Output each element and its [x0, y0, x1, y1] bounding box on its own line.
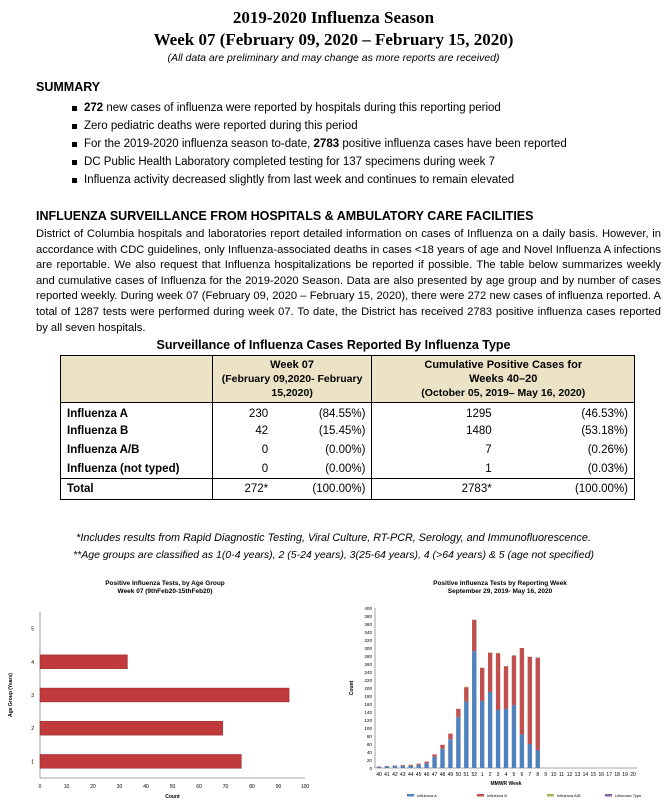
weekly-chart-legend-label: Unknown Type	[615, 793, 642, 798]
weekly-chart-x-tick-label: 10	[550, 772, 557, 778]
age-chart-x-axis-label: Count	[165, 794, 180, 800]
report-disclaimer: (All data are preliminary and may change as more reports are received)	[167, 52, 500, 64]
weekly-chart-y-tick-label: 220	[364, 677, 372, 683]
weekly-chart-bar-segment	[401, 766, 405, 768]
table-row: Influenza A/B 0 (0.00%) 7 (0.26%)	[61, 441, 635, 460]
summary-item: Influenza activity decreased slightly from last week and continues to remain elevated	[72, 171, 567, 189]
weekly-chart-y-axis-label: Count	[349, 680, 355, 696]
age-chart-x-tick-label: 100	[300, 784, 310, 790]
age-chart-bar	[40, 754, 241, 768]
weekly-chart-x-tick-label: 19	[622, 772, 628, 778]
weekly-chart-bar-segment	[456, 717, 460, 768]
weekly-chart-x-tick-label: 5	[512, 772, 516, 778]
weekly-chart-bar-segment	[504, 709, 508, 768]
weekly-chart-subtitle: September 29, 2019- May 16, 2020	[447, 588, 553, 595]
age-chart-bar	[40, 655, 127, 669]
weekly-chart-y-tick-label: 360	[364, 621, 372, 627]
weekly-chart-legend-swatch	[407, 794, 414, 797]
weekly-chart-bar-segment	[464, 702, 468, 768]
weekly-chart-bar-segment	[424, 762, 428, 764]
weekly-chart-bar-segment	[520, 648, 524, 734]
weekly-chart-x-tick-label: 8	[536, 772, 540, 778]
age-chart-x-tick-label: 50	[169, 784, 176, 790]
weekly-chart-x-tick-label: 7	[528, 772, 532, 778]
weekly-chart-bar-segment	[472, 651, 476, 768]
weekly-chart-bar-segment	[401, 765, 405, 766]
weekly-chart-bar-segment	[440, 749, 444, 768]
weekly-chart-x-tick-label: 51	[463, 772, 470, 778]
report-week-title: Week 07 (February 09, 2020 – February 15, 2020)	[153, 30, 514, 49]
weekly-chart-bar-segment	[385, 766, 389, 768]
weekly-chart-legend-label: Influenza A	[417, 793, 437, 798]
weekly-chart-x-tick-label: 49	[447, 772, 454, 778]
weekly-chart-x-tick-label: 41	[384, 772, 390, 778]
summary-item: DC Public Health Laboratory completed testing for 137 specimens during week 7	[72, 153, 567, 171]
weekly-chart-bar-segment	[409, 766, 413, 768]
weekly-chart-bar-segment	[496, 710, 500, 768]
weekly-chart-y-tick-label: 100	[364, 725, 372, 731]
table-footnote-methods: *Includes results from Rapid Diagnostic Testing, Viral Culture, RT-PCR, Serology, and Immunofluorescence.	[76, 532, 591, 544]
weekly-chart-y-tick-label: 140	[364, 709, 372, 715]
weekly-chart-legend-swatch	[547, 794, 554, 797]
weekly-chart-x-tick-label: 47	[431, 772, 438, 778]
age-chart-x-tick-label: 30	[116, 784, 123, 790]
summary-heading: SUMMARY	[36, 80, 101, 94]
age-chart-y-tick-label: 3	[31, 693, 34, 699]
age-chart-x-tick-label: 0	[38, 784, 42, 790]
age-chart-title: Positive Influenza Tests, by Age Group	[105, 580, 225, 587]
weekly-chart-bar-segment	[496, 653, 500, 710]
age-chart-y-tick-label: 2	[31, 726, 34, 733]
table-row: Influenza A 230 (84.55%) 1295 (46.53%)	[61, 403, 635, 422]
weekly-chart-bar-segment	[464, 687, 468, 701]
weekly-chart-y-tick-label: 240	[364, 669, 372, 675]
weekly-chart-x-tick-label: 1	[480, 772, 484, 778]
weekly-chart-y-tick-label: 80	[366, 733, 372, 739]
weekly-chart-x-tick-label: 3	[496, 772, 500, 778]
weekly-chart-legend-swatch	[605, 794, 612, 797]
weekly-chart-y-tick-label: 340	[364, 629, 372, 635]
weekly-chart-title: Positive Influenza Tests by Reporting Week	[433, 580, 567, 587]
age-chart-y-tick-label: 5	[31, 626, 34, 633]
weekly-chart-y-tick-label: 120	[364, 717, 372, 723]
age-chart-x-tick-label: 90	[275, 784, 282, 790]
weekly-chart-bar-segment	[424, 763, 428, 768]
weekly-chart-x-tick-label: 42	[392, 772, 398, 778]
weekly-chart-bar-segment	[472, 620, 476, 651]
weekly-chart-bar-segment	[440, 745, 444, 749]
table-row: Influenza (not typed) 0 (0.00%) 1 (0.03%)	[61, 460, 635, 479]
report-title: 2019-2020 Influenza Season	[232, 8, 435, 27]
surveillance-heading: INFLUENZA SURVEILLANCE FROM HOSPITALS & AMBULATORY CARE FACILITIES	[36, 209, 534, 223]
age-chart-bar	[40, 688, 289, 702]
weekly-chart-bar-segment	[448, 734, 452, 740]
table-row: Influenza B 42 (15.45%) 1480 (53.18%)	[61, 422, 635, 441]
weekly-chart-y-tick-label: 180	[364, 693, 372, 699]
weekly-chart-x-tick-label: 15	[590, 772, 597, 778]
weekly-chart-y-tick-label: 260	[364, 661, 372, 667]
weekly-chart-bar-segment	[416, 765, 420, 768]
age-chart-title-block	[60, 580, 270, 596]
weekly-chart-y-tick-label: 200	[364, 685, 372, 691]
weekly-chart-legend-label: Influenza B	[487, 793, 508, 798]
weekly-chart-x-tick-label: 43	[400, 772, 406, 778]
weekly-chart-y-tick-label: 20	[366, 757, 372, 763]
weekly-chart-bar-segment	[504, 666, 508, 708]
age-chart-x-tick-label: 40	[143, 784, 149, 790]
table-total-row: Total 272* (100.00%) 2783* (100.00%)	[61, 479, 635, 500]
age-chart-x-tick-label: 70	[222, 784, 229, 790]
weekly-chart-bar-segment	[432, 757, 436, 768]
weekly-chart-y-tick-label: 320	[364, 637, 372, 643]
age-chart-y-tick-label: 4	[31, 659, 34, 666]
weekly-chart-x-tick-label: 9	[544, 772, 548, 778]
weekly-chart-y-tick-label: 160	[364, 701, 372, 707]
age-chart-x-tick-label: 80	[249, 784, 255, 790]
weekly-chart-x-tick-label: 18	[614, 772, 620, 778]
surveillance-paragraph: District of Columbia hospitals and laboratories report detailed information on cases of Influenza on a daily basis. However, in accordance with CDC guidelines, only Influenza-associated deaths in cases <18 years of age and Novel Influenza A infections are reportable. We also request that Influenza hospitalizations be reported if possible. The table below summarizes weekly and cumulative cases of Influenza for the 2019-2020 Season. Data are also presented by age group and by number of cases reported weekly. During week 07 (February 09, 2020 – February 15, 2020), there were 272 new cases of influenza reported. A total of 1287 tests were performed during week 07. To date, the District has received 2783 positive influenza cases reported by all seven hospitals.	[36, 228, 661, 334]
weekly-chart-bar-segment	[456, 709, 460, 717]
weekly-chart-x-tick-label: 44	[407, 772, 414, 778]
summary-item: 272 new cases of influenza were reported by hospitals during this reporting period	[72, 99, 567, 117]
weekly-chart-bar-segment	[488, 653, 492, 692]
weekly-chart-y-tick-label: 280	[364, 653, 372, 659]
weekly-chart-bar-segment	[448, 739, 452, 768]
weekly-chart-y-tick-label: 60	[366, 741, 372, 747]
weekly-chart-bar-segment	[528, 657, 532, 744]
weekly-chart-bar-segment	[416, 764, 420, 765]
weekly-chart-bar-segment	[480, 701, 484, 768]
weekly-chart-x-axis-label: MMWR Week	[490, 781, 522, 787]
age-chart-bar	[40, 721, 223, 735]
weekly-chart-y-tick-label: 40	[366, 749, 372, 755]
weekly-chart-y-tick-label: 300	[364, 645, 372, 651]
weekly-chart-y-tick-label: 380	[364, 613, 372, 619]
weekly-chart-x-tick-label: 45	[415, 772, 422, 778]
weekly-chart-y-tick-label: 400	[364, 605, 372, 611]
weekly-chart-x-tick-label: 50	[455, 772, 462, 778]
table-header-week: Week 07 (February 09,2020- February 15,2020)	[212, 356, 372, 403]
summary-item: Zero pediatric deaths were reported during this period	[72, 117, 567, 135]
age-chart-x-tick-label: 60	[196, 784, 202, 790]
weekly-chart-x-tick-label: 11	[558, 772, 565, 778]
weekly-chart-x-tick-label: 17	[606, 772, 612, 778]
weekly-chart-bar-segment	[480, 668, 484, 701]
age-chart-y-tick-label: 1	[31, 759, 34, 766]
weekly-chart-title-block	[390, 580, 610, 596]
table-header-blank	[61, 356, 213, 403]
weekly-chart-bar-segment	[512, 705, 516, 768]
weekly-chart-bar-segment	[520, 734, 524, 768]
weekly-chart-legend-swatch	[477, 794, 484, 797]
summary-list	[72, 99, 567, 189]
weekly-chart-bar-segment	[488, 692, 492, 768]
weekly-chart-x-tick-label: 12	[566, 772, 573, 778]
weekly-chart-bar-segment	[536, 750, 540, 768]
age-chart-subtitle: Week 07 (9thFeb20-15thFeb20)	[117, 588, 213, 595]
weekly-chart-bar-segment	[377, 767, 381, 768]
influenza-type-table	[60, 355, 635, 500]
weekly-chart-x-tick-label: 46	[423, 772, 430, 778]
age-chart-x-tick-label: 20	[90, 784, 96, 790]
weekly-chart-x-tick-label: 16	[598, 772, 605, 778]
age-chart-x-tick-label: 10	[63, 784, 70, 790]
summary-item: For the 2019-2020 influenza season to-date, 2783 positive influenza cases have been reported	[72, 135, 567, 153]
weekly-chart-x-tick-label: 14	[582, 772, 589, 778]
table-footnote-age-groups: **Age groups are classified as 1(0-4 years), 2 (5-24 years), 3(25-64 years), 4 (>64 years) & 5 (age not specified)	[73, 549, 594, 561]
weekly-chart-bar-segment	[512, 656, 516, 706]
weekly-chart-legend-label: Influenza A/B	[557, 793, 581, 798]
table-title: Surveillance of Influenza Cases Reported By Influenza Type	[156, 338, 511, 352]
weekly-chart-bar-segment	[536, 658, 540, 750]
table-header-cumulative: Cumulative Positive Cases for Weeks 40–20 (October 05, 2019– May 16, 2020)	[372, 356, 635, 403]
weekly-chart-x-tick-label: 2	[488, 772, 492, 778]
weekly-chart-x-tick-label: 4	[504, 772, 508, 778]
weekly-chart-x-tick-label: 52	[471, 772, 478, 778]
weekly-chart-x-tick-label: 13	[574, 772, 581, 778]
age-group-chart	[0, 600, 320, 805]
weekly-chart-y-tick-label: 0	[369, 765, 372, 771]
weekly-chart-bar-segment	[432, 754, 436, 756]
weekly-chart-bar-segment	[528, 744, 532, 768]
weekly-cases-chart	[335, 600, 660, 805]
weekly-chart-x-tick-label: 40	[376, 772, 382, 778]
weekly-chart-x-tick-label: 20	[630, 772, 636, 778]
weekly-chart-bar-segment	[409, 765, 413, 766]
weekly-chart-x-tick-label: 6	[520, 772, 524, 778]
weekly-chart-x-tick-label: 48	[439, 772, 446, 778]
weekly-chart-bar-segment	[393, 766, 397, 768]
age-chart-y-axis-label: Age Group (Years)	[8, 673, 14, 717]
